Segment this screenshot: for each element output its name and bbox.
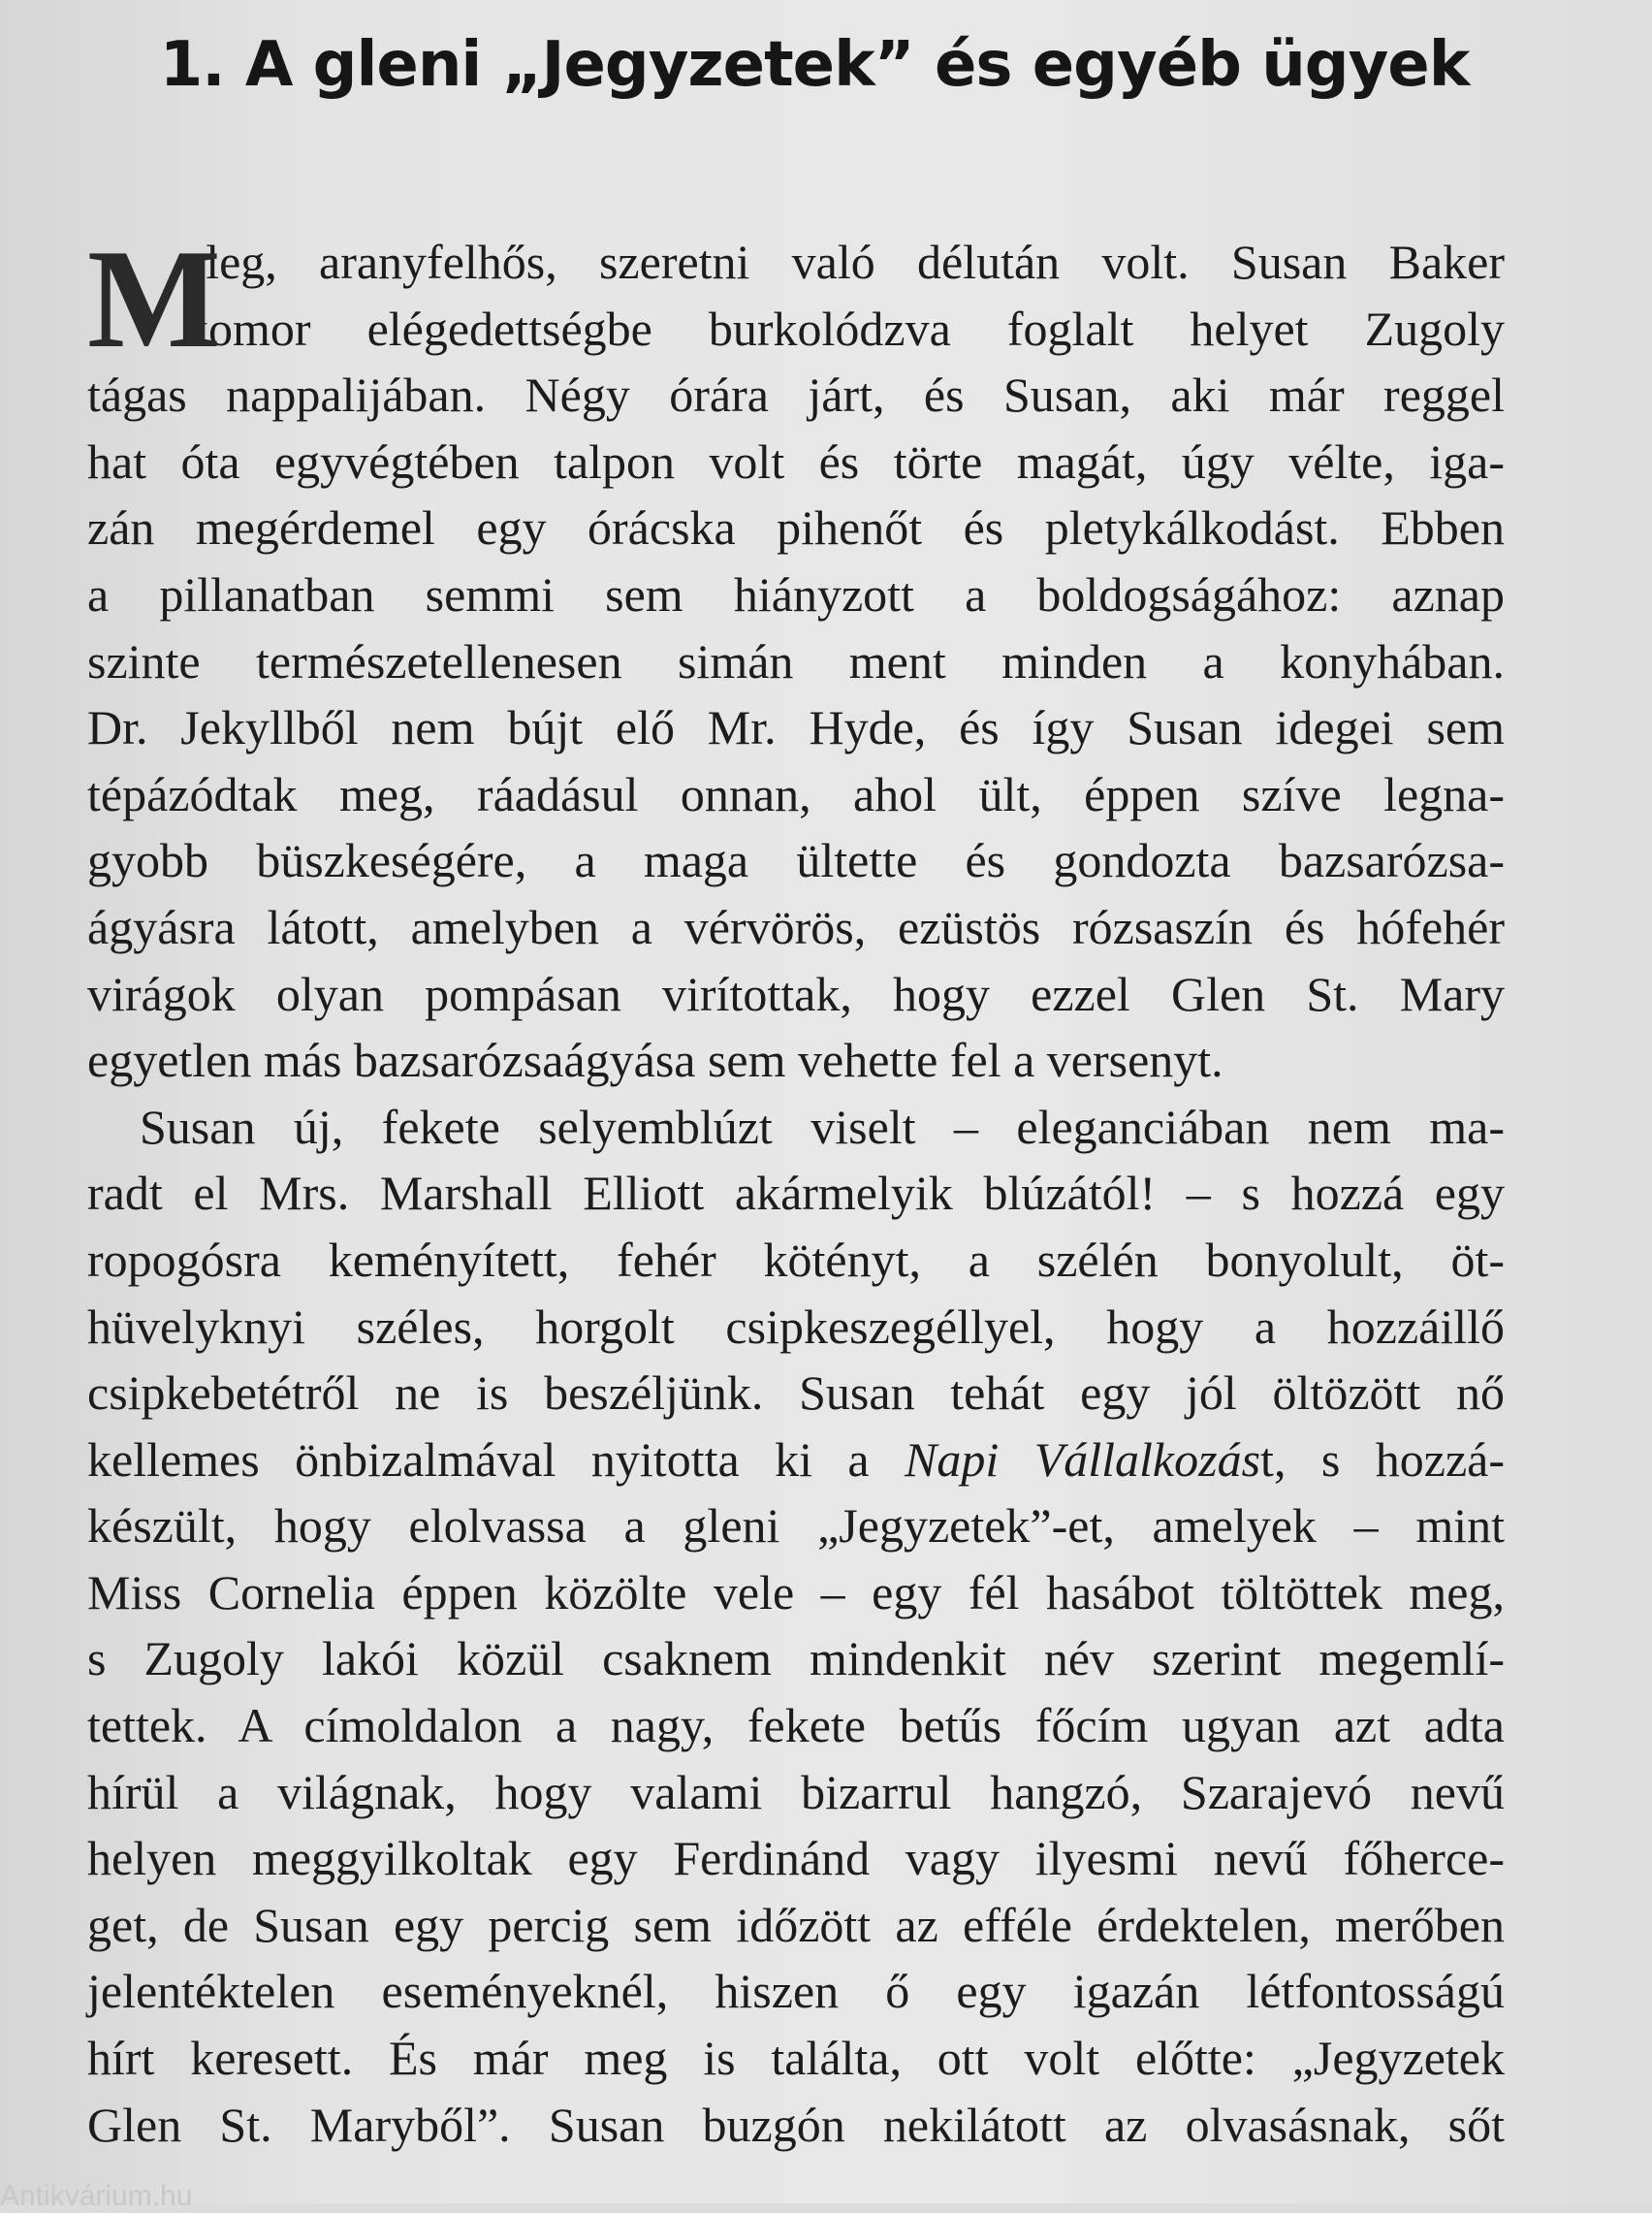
text-line: ropogósra keményített, fehér kötényt, a szélén bonyolult, öt- — [87, 1232, 1505, 1287]
text-line: szinte természetellenesen simán ment minden a konyhában. — [87, 633, 1505, 689]
text-line: Miss Cornelia éppen közölte vele – egy fél hasábot töltöttek meg, — [87, 1564, 1505, 1620]
text-line: tettek. A címoldalon a nagy, fekete betűs főcím ugyan azt adta — [87, 1698, 1505, 1753]
text-line-with-italic — [87, 1427, 1505, 1493]
text-line: egyetlen más bazsarózsaágyása sem vehette fel a versenyt. — [87, 1033, 1223, 1088]
text-line: készült, hogy elolvassa a gleni „Jegyzetek”-et, amelyek – mint — [87, 1498, 1505, 1554]
text-line: zán megérdemel egy órácska pihenőt és pletykálkodást. Ebben — [87, 500, 1505, 556]
text-line: hüvelyknyi széles, horgolt csipkeszegéllyel, hogy a hozzáillő — [87, 1299, 1505, 1354]
newspaper-title: Napi Vállalkozás — [905, 1431, 1261, 1487]
text-line: Dr. Jekyllből nem bújt elő Mr. Hyde, és így Susan idegei sem — [87, 700, 1505, 755]
paragraph-2 — [87, 1094, 1505, 2159]
text-line: jelentéktelen eseményeknél, hiszen ő egy igazán létfontosságú — [87, 1964, 1505, 2019]
text-line: a pillanatban semmi sem hiányzott a boldogságához: aznap — [87, 566, 1505, 622]
text-run: kellemes önbizalmával nyitotta ki a — [87, 1431, 905, 1487]
text-line: hírt keresett. És már meg is találta, ott volt előtte: „Jegyzetek — [87, 2031, 1505, 2086]
text-line: hírül a világnak, hogy valami bizarrul hangzó, Szarajevó nevű — [87, 1764, 1505, 1819]
body-text — [87, 220, 1505, 2158]
text-line: get, de Susan egy percig sem időzött az efféle érdektelen, merőben — [87, 1897, 1505, 1952]
text-line: hat óta egyvégtében talpon volt és törte magát, úgy vélte, iga- — [87, 433, 1505, 489]
paragraph-1 — [87, 220, 1505, 1094]
drop-cap: M — [87, 220, 221, 377]
text-line: csipkebetétről ne is beszéljünk. Susan tehát egy jól öltözött nő — [87, 1365, 1505, 1421]
chapter-title: 1. A gleni „Jegyzetek” és egyéb ügyek — [159, 29, 1470, 101]
text-run: t, s hozzá- — [1260, 1431, 1505, 1487]
text-line: komor elégedettségbe burkolódzva foglalt helyet Zugoly — [184, 301, 1505, 356]
text-line: s Zugoly lakói közül csaknem mindenkit név szerint megemlí- — [87, 1631, 1505, 1686]
text-line: virágok olyan pompásan virítottak, hogy ezzel Glen St. Mary — [87, 966, 1505, 1021]
text-line: radt el Mrs. Marshall Elliott akármelyik blúzától! – s hozzá egy — [87, 1166, 1505, 1221]
text-line: eleg, aranyfelhős, szeretni való délután volt. Susan Baker — [184, 235, 1505, 289]
text-line: gyobb büszkeségére, a maga ültette és gondozta bazsarózsa- — [87, 833, 1505, 888]
text-line: ágyásra látott, amelyben a vérvörös, ezüstös rózsaszín és hófehér — [87, 899, 1505, 954]
text-line: Susan új, fekete selyemblúzt viselt – eleganciában nem ma- — [140, 1099, 1505, 1154]
text-line: tépázódtak meg, ráadásul onnan, ahol ült, éppen szíve legna- — [87, 766, 1505, 821]
text-line: tágas nappalijában. Négy órára járt, és Susan, aki már reggel — [87, 368, 1505, 423]
text-line: helyen meggyilkoltak egy Ferdinánd vagy ilyesmi nevű főherce- — [87, 1831, 1505, 1886]
watermark: Antikvárium.hu — [0, 2180, 193, 2212]
text-line: Glen St. Maryből”. Susan buzgón nekilátott az olvasásnak, sőt — [87, 2097, 1505, 2152]
